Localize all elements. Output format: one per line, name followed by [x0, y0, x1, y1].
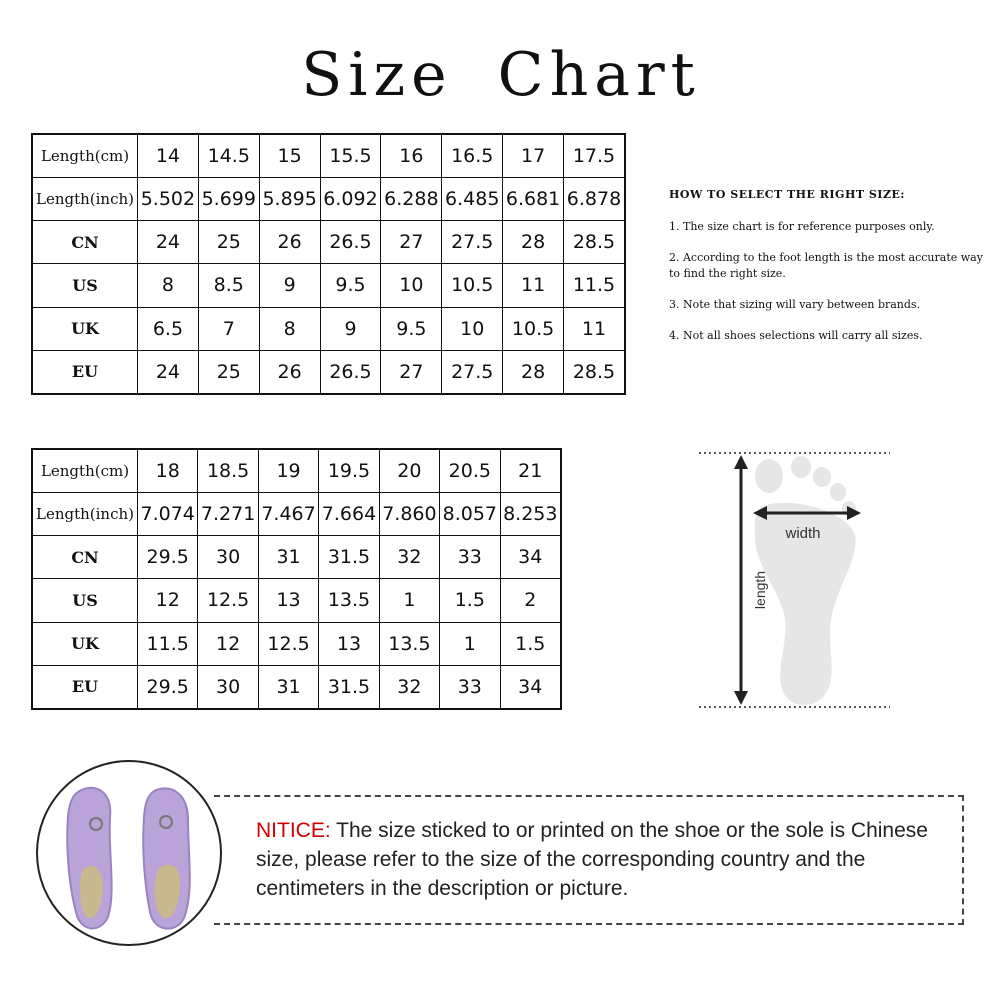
row-label: US [32, 264, 138, 307]
table-cell: 6.681 [503, 178, 564, 221]
table-cell: 5.699 [198, 178, 259, 221]
page-title: Size Chart [301, 40, 701, 110]
table-cell: 11.5 [564, 264, 625, 307]
table-row [32, 622, 561, 665]
table-cell: 8.057 [440, 493, 500, 536]
size-table-small [31, 133, 626, 395]
foot-icon [755, 456, 856, 705]
size-guide [669, 188, 989, 359]
table-cell: 19.5 [319, 449, 379, 493]
table-cell: 13 [319, 622, 379, 665]
table-cell: 19 [258, 449, 318, 493]
table-cell: 8 [138, 264, 199, 307]
size-guide-note: 4. Not all shoes selections will carry all sizes. [669, 328, 923, 342]
table-cell: 33 [440, 665, 500, 709]
table-cell: 32 [379, 665, 439, 709]
notice-body: The size sticked to or printed on the shoe or the sole is Chinese size, please refer to the size of the corresponding country and the centimeters in the description or picture. [256, 819, 928, 900]
table-row [32, 221, 625, 264]
table-row [32, 665, 561, 709]
table-cell: 16 [381, 134, 442, 178]
length-label: length [752, 570, 768, 610]
table-row [32, 579, 561, 622]
table-row [32, 449, 561, 493]
table-row [32, 264, 625, 307]
table-cell: 26 [259, 221, 320, 264]
size-guide-note: 3. Note that sizing will vary between brands. [669, 297, 921, 311]
size-guide-note: 2. According to the foot length is the most accurate way to find the right size. [669, 250, 983, 280]
table-cell: 2 [500, 579, 561, 622]
table-cell: 5.895 [259, 178, 320, 221]
table-row [32, 134, 625, 178]
table-cell: 6.878 [564, 178, 625, 221]
table-cell: 15 [259, 134, 320, 178]
table-cell: 7.271 [198, 493, 258, 536]
table-cell: 31.5 [319, 665, 379, 709]
table-cell: 26.5 [320, 221, 381, 264]
row-label: CN [32, 536, 138, 579]
table-cell: 1 [379, 579, 439, 622]
table-cell: 10 [381, 264, 442, 307]
table-cell: 10.5 [503, 307, 564, 350]
table-cell: 16.5 [442, 134, 503, 178]
table-cell: 17 [503, 134, 564, 178]
table-cell: 7.074 [138, 493, 198, 536]
foot-measure-diagram [697, 445, 892, 715]
table-row [32, 493, 561, 536]
table-cell: 8.5 [198, 264, 259, 307]
table-cell: 27 [381, 350, 442, 394]
table-cell: 14.5 [198, 134, 259, 178]
table-cell: 27.5 [442, 221, 503, 264]
table-cell: 8.253 [500, 493, 561, 536]
table-cell: 28.5 [564, 221, 625, 264]
width-label: width [785, 525, 821, 542]
table-cell: 13.5 [319, 579, 379, 622]
table-cell: 7.467 [258, 493, 318, 536]
shoe-photo [36, 760, 222, 946]
table-cell: 11 [503, 264, 564, 307]
table-row [32, 178, 625, 221]
table-cell: 12.5 [258, 622, 318, 665]
table-cell: 24 [138, 221, 199, 264]
table-cell: 1 [440, 622, 500, 665]
table-cell: 12 [138, 579, 198, 622]
table-row [32, 536, 561, 579]
table-cell: 17.5 [564, 134, 625, 178]
table-cell: 27 [381, 221, 442, 264]
table-cell: 12.5 [198, 579, 258, 622]
table-cell: 13.5 [379, 622, 439, 665]
table-cell: 26.5 [320, 350, 381, 394]
table-cell: 6.288 [381, 178, 442, 221]
table-cell: 9.5 [381, 307, 442, 350]
table-cell: 29.5 [138, 665, 198, 709]
table-cell: 1.5 [500, 622, 561, 665]
notice-label: NITICE: [256, 819, 331, 842]
row-label: Length(inch) [32, 178, 138, 221]
table-cell: 25 [198, 221, 259, 264]
table-row [32, 350, 625, 394]
row-label: CN [32, 221, 138, 264]
table-cell: 34 [500, 665, 561, 709]
row-label: Length(cm) [32, 449, 138, 493]
table-cell: 5.502 [138, 178, 199, 221]
table-cell: 32 [379, 536, 439, 579]
table-cell: 25 [198, 350, 259, 394]
row-label: US [32, 579, 138, 622]
table-cell: 15.5 [320, 134, 381, 178]
size-guide-note: 1. The size chart is for reference purposes only. [669, 220, 935, 233]
table-cell: 30 [198, 536, 258, 579]
table-cell: 28.5 [564, 350, 625, 394]
table-cell: 31 [258, 665, 318, 709]
notice-text [256, 816, 956, 903]
table-cell: 24 [138, 350, 199, 394]
table-cell: 33 [440, 536, 500, 579]
table-cell: 1.5 [440, 579, 500, 622]
table-cell: 6.092 [320, 178, 381, 221]
table-cell: 10 [442, 307, 503, 350]
table-cell: 9 [320, 307, 381, 350]
table-cell: 27.5 [442, 350, 503, 394]
table-cell: 34 [500, 536, 561, 579]
row-label: UK [32, 622, 138, 665]
table-cell: 11 [564, 307, 625, 350]
table-cell: 28 [503, 350, 564, 394]
table-cell: 20 [379, 449, 439, 493]
table-cell: 7 [198, 307, 259, 350]
table-cell: 31 [258, 536, 318, 579]
table-cell: 31.5 [319, 536, 379, 579]
length-arrow-icon [734, 455, 748, 705]
table-row [32, 307, 625, 350]
table-cell: 26 [259, 350, 320, 394]
jelly-shoes-icon [38, 762, 220, 944]
table-cell: 6.5 [138, 307, 199, 350]
table-cell: 29.5 [138, 536, 198, 579]
table-cell: 13 [258, 579, 318, 622]
row-label: Length(cm) [32, 134, 138, 178]
table-cell: 21 [500, 449, 561, 493]
table-cell: 30 [198, 665, 258, 709]
table-cell: 18 [138, 449, 198, 493]
table-cell: 8 [259, 307, 320, 350]
table-cell: 6.485 [442, 178, 503, 221]
table-cell: 12 [198, 622, 258, 665]
table-cell: 28 [503, 221, 564, 264]
table-cell: 10.5 [442, 264, 503, 307]
row-label: EU [32, 350, 138, 394]
table-cell: 9 [259, 264, 320, 307]
size-table-large [31, 448, 562, 710]
row-label: UK [32, 307, 138, 350]
table-cell: 7.664 [319, 493, 379, 536]
size-guide-heading: HOW TO SELECT THE RIGHT SIZE: [669, 188, 905, 201]
table-cell: 20.5 [440, 449, 500, 493]
row-label: Length(inch) [32, 493, 138, 536]
table-cell: 7.860 [379, 493, 439, 536]
table-cell: 18.5 [198, 449, 258, 493]
table-cell: 11.5 [138, 622, 198, 665]
table-cell: 14 [138, 134, 199, 178]
table-cell: 9.5 [320, 264, 381, 307]
row-label: EU [32, 665, 138, 709]
